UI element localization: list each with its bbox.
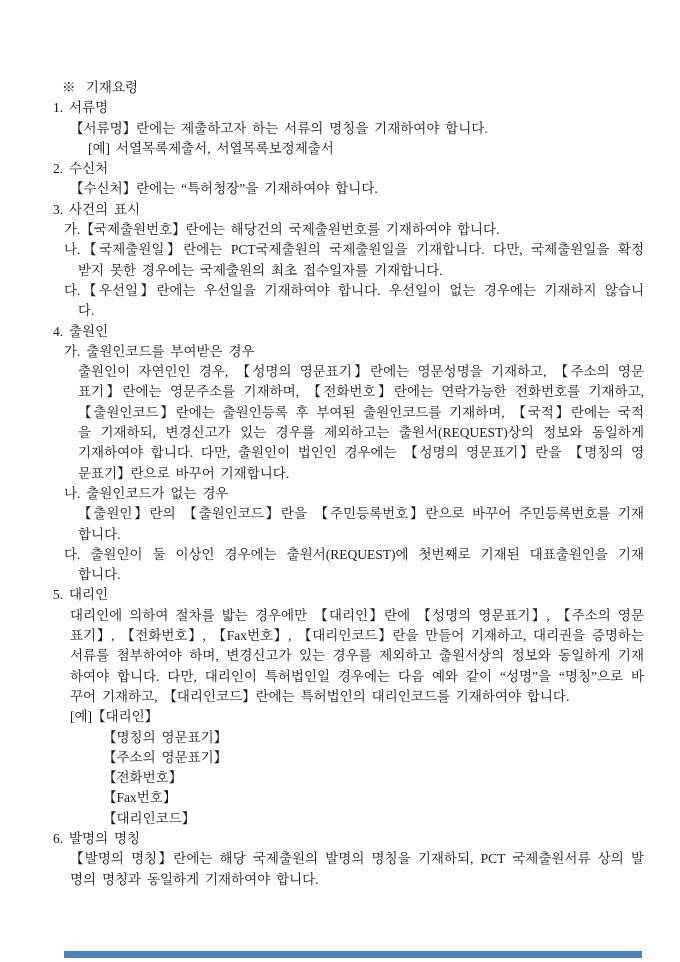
doc-line: 다.【우선일】란에는 우선일을 기재하여야 합니다. 우선일이 없는 경우에는 기재하지 않습니 bbox=[64, 282, 644, 298]
doc-line: 【서류명】란에는 제출하고자 하는 서류의 명칭을 기재하여야 합니다. bbox=[70, 120, 488, 136]
doc-line: [예]【대리인】 bbox=[70, 709, 159, 725]
doc-line: 【대리인코드】 bbox=[103, 810, 196, 826]
doc-line: 【수신처】란에는 “특허청장”을 기재하여야 합니다. bbox=[70, 181, 378, 197]
section-heading: 5. 대리인 bbox=[53, 587, 109, 603]
doc-line: 대리인에 의하여 절차를 밟는 경우에만 【대리인】란에 【성명의 영문표기】, 【주소의 영문 bbox=[70, 607, 644, 623]
doc-line: 합니다. bbox=[78, 526, 121, 542]
section-heading: 3. 사건의 표시 bbox=[53, 201, 141, 217]
doc-line: 다. 출원인이 둘 이상인 경우에는 출원서(REQUEST)에 첫번째로 기재된 대표출원인을 기재 bbox=[64, 546, 644, 562]
doc-line: 서류를 첨부하여야 하며, 변경신고가 있는 경우를 제외하고 출원서상의 정보와 동일하게 기재 bbox=[70, 648, 644, 664]
doc-line: 을 기재하되, 변경신고가 있는 경우를 제외하고는 출원서(REQUEST)상의 정보와 동일하게 bbox=[78, 425, 644, 441]
doc-line: 받지 못한 경우에는 국제출원의 최초 접수일자를 기재합니다. bbox=[78, 262, 443, 278]
doc-line: 다. bbox=[78, 303, 95, 319]
doc-line: 하여야 합니다. 다만, 대리인이 특허법인일 경우에는 다음 예와 같이 “성명”을 “명칭”으로 바 bbox=[70, 668, 644, 684]
doc-line: 【출원인코드】란에는 출원인등록 후 부여된 출원인코드를 기재하며, 【국적】란에는 국적 bbox=[78, 404, 644, 420]
doc-line: 꾸어 기재하고, 【대리인코드】란에는 특허법인의 대리인코드를 기재하여야 합니다. bbox=[70, 688, 570, 704]
doc-line: ※ 기재요령 bbox=[62, 80, 139, 95]
doc-line: 【발명의 명칭】란에는 해당 국제출원의 발명의 명칭을 기재하되, PCT 국제출원서류 상의 발 bbox=[70, 851, 644, 867]
section-heading: 4. 출원인 bbox=[53, 323, 109, 339]
doc-line: [예] 서열목록제출서, 서열목록보정제출서 bbox=[88, 140, 334, 156]
section-heading: 6. 발명의 명칭 bbox=[53, 830, 141, 846]
doc-line: 기재하여야 합니다. 다만, 출원인이 법인인 경우에는 【성명의 영문표기】란을 【명칭의 영 bbox=[78, 445, 644, 461]
doc-line: 가.【국제출원번호】란에는 해당건의 국제출원번호를 기재하여야 합니다. bbox=[64, 222, 500, 238]
doc-line: 합니다. bbox=[78, 567, 121, 583]
doc-line: 나.【국제출원일】란에는 PCT국제출원의 국제출원일을 기재합니다. 다만, 국제출원일을 확정 bbox=[64, 242, 644, 258]
doc-line: 【전화번호】 bbox=[103, 770, 183, 786]
bottom-accent-bar bbox=[64, 951, 642, 958]
doc-line: 문표기】란으로 바꾸어 기재합니다. bbox=[78, 465, 290, 481]
doc-line: 표기】란에는 영문주소를 기재하며, 【전화번호】란에는 연락가능한 전화번호를 기재하고, bbox=[78, 384, 644, 400]
document-body bbox=[0, 78, 644, 890]
doc-line: 【Fax번호】 bbox=[103, 790, 177, 806]
doc-line: 【주소의 영문표기】 bbox=[103, 749, 228, 765]
doc-line: 출원인이 자연인인 경우, 【성명의 영문표기】란에는 영문성명을 기재하고, 【주소의 영문 bbox=[78, 364, 644, 380]
doc-line: 표기】, 【전화번호】, 【Fax번호】, 【대리인코드】란을 만들어 기재하고, 대리권을 증명하는 bbox=[70, 628, 644, 644]
doc-line: 【출원인】란의 【출원인코드】란을 【주민등록번호】란으로 바꾸어 주민등록번호를 기재 bbox=[78, 506, 644, 522]
section-heading: 2. 수신처 bbox=[53, 161, 109, 177]
doc-line: 【명칭의 영문표기】 bbox=[103, 729, 228, 745]
doc-line: 가. 출원인코드를 부여받은 경우 bbox=[64, 343, 255, 359]
doc-line: 나. 출원인코드가 없는 경우 bbox=[64, 485, 229, 501]
doc-line: 명의 명칭과 동일하게 기재하여야 합니다. bbox=[70, 871, 319, 887]
section-heading: 1. 서류명 bbox=[53, 100, 109, 116]
